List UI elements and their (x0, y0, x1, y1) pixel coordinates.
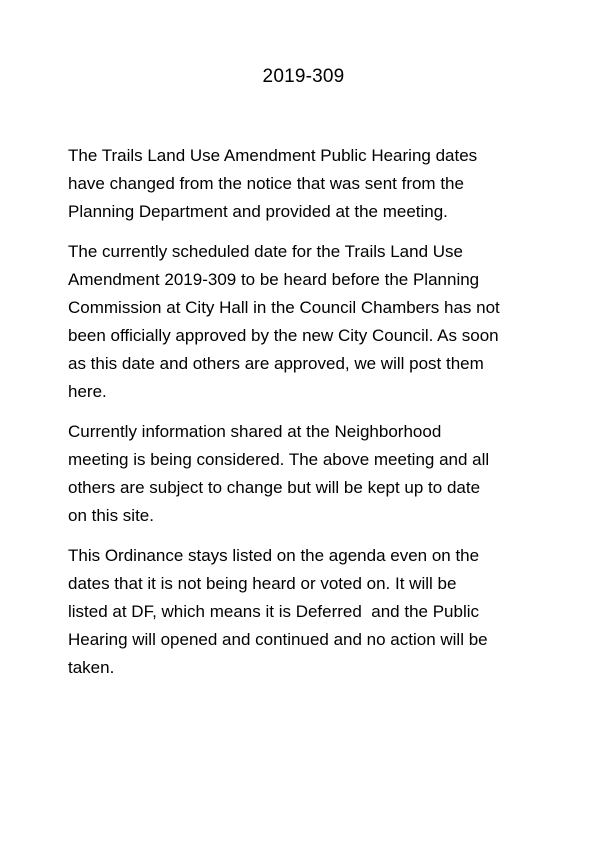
paragraph-line: others are subject to change but will be kept up to date (68, 478, 481, 497)
paragraph-line: dates that it is not being heard or voted on. It will be (68, 574, 457, 593)
paragraph-line: taken. (68, 658, 115, 677)
paragraph-line: listed at DF, which means it is Deferred and the Public (68, 602, 480, 621)
paragraph-line: The Trails Land Use Amendment Public Hearing dates (68, 146, 478, 165)
document-title: 2019-309 (262, 66, 345, 87)
paragraph-line: as this date and others are approved, we will post them (68, 354, 484, 373)
paragraph-line: have changed from the notice that was sent from the (68, 174, 464, 193)
paragraph-line: Hearing will opened and continued and no action will be (68, 630, 488, 649)
paragraph-line: Currently information shared at the Neighborhood (68, 422, 442, 441)
paragraph (68, 238, 547, 406)
paragraph-line: This Ordinance stays listed on the agenda even on the (68, 546, 480, 565)
paragraph-line: here. (68, 382, 107, 401)
paragraph-line: meeting is being considered. The above meeting and all (68, 450, 490, 469)
paragraph-line: been officially approved by the new City Council. As soon (68, 326, 499, 345)
paragraph-line: The currently scheduled date for the Trails Land Use (68, 242, 463, 261)
paragraph-line: Planning Department and provided at the meeting. (68, 202, 448, 221)
paragraph-line: Commission at City Hall in the Council Chambers has not (68, 298, 500, 317)
paragraph (68, 142, 547, 226)
document-body (68, 142, 547, 682)
paragraph-line: on this site. (68, 506, 154, 525)
paragraph-line: Amendment 2019-309 to be heard before the Planning (68, 270, 480, 289)
document-page (0, 63, 607, 848)
paragraph (68, 418, 547, 530)
paragraph (68, 542, 547, 682)
